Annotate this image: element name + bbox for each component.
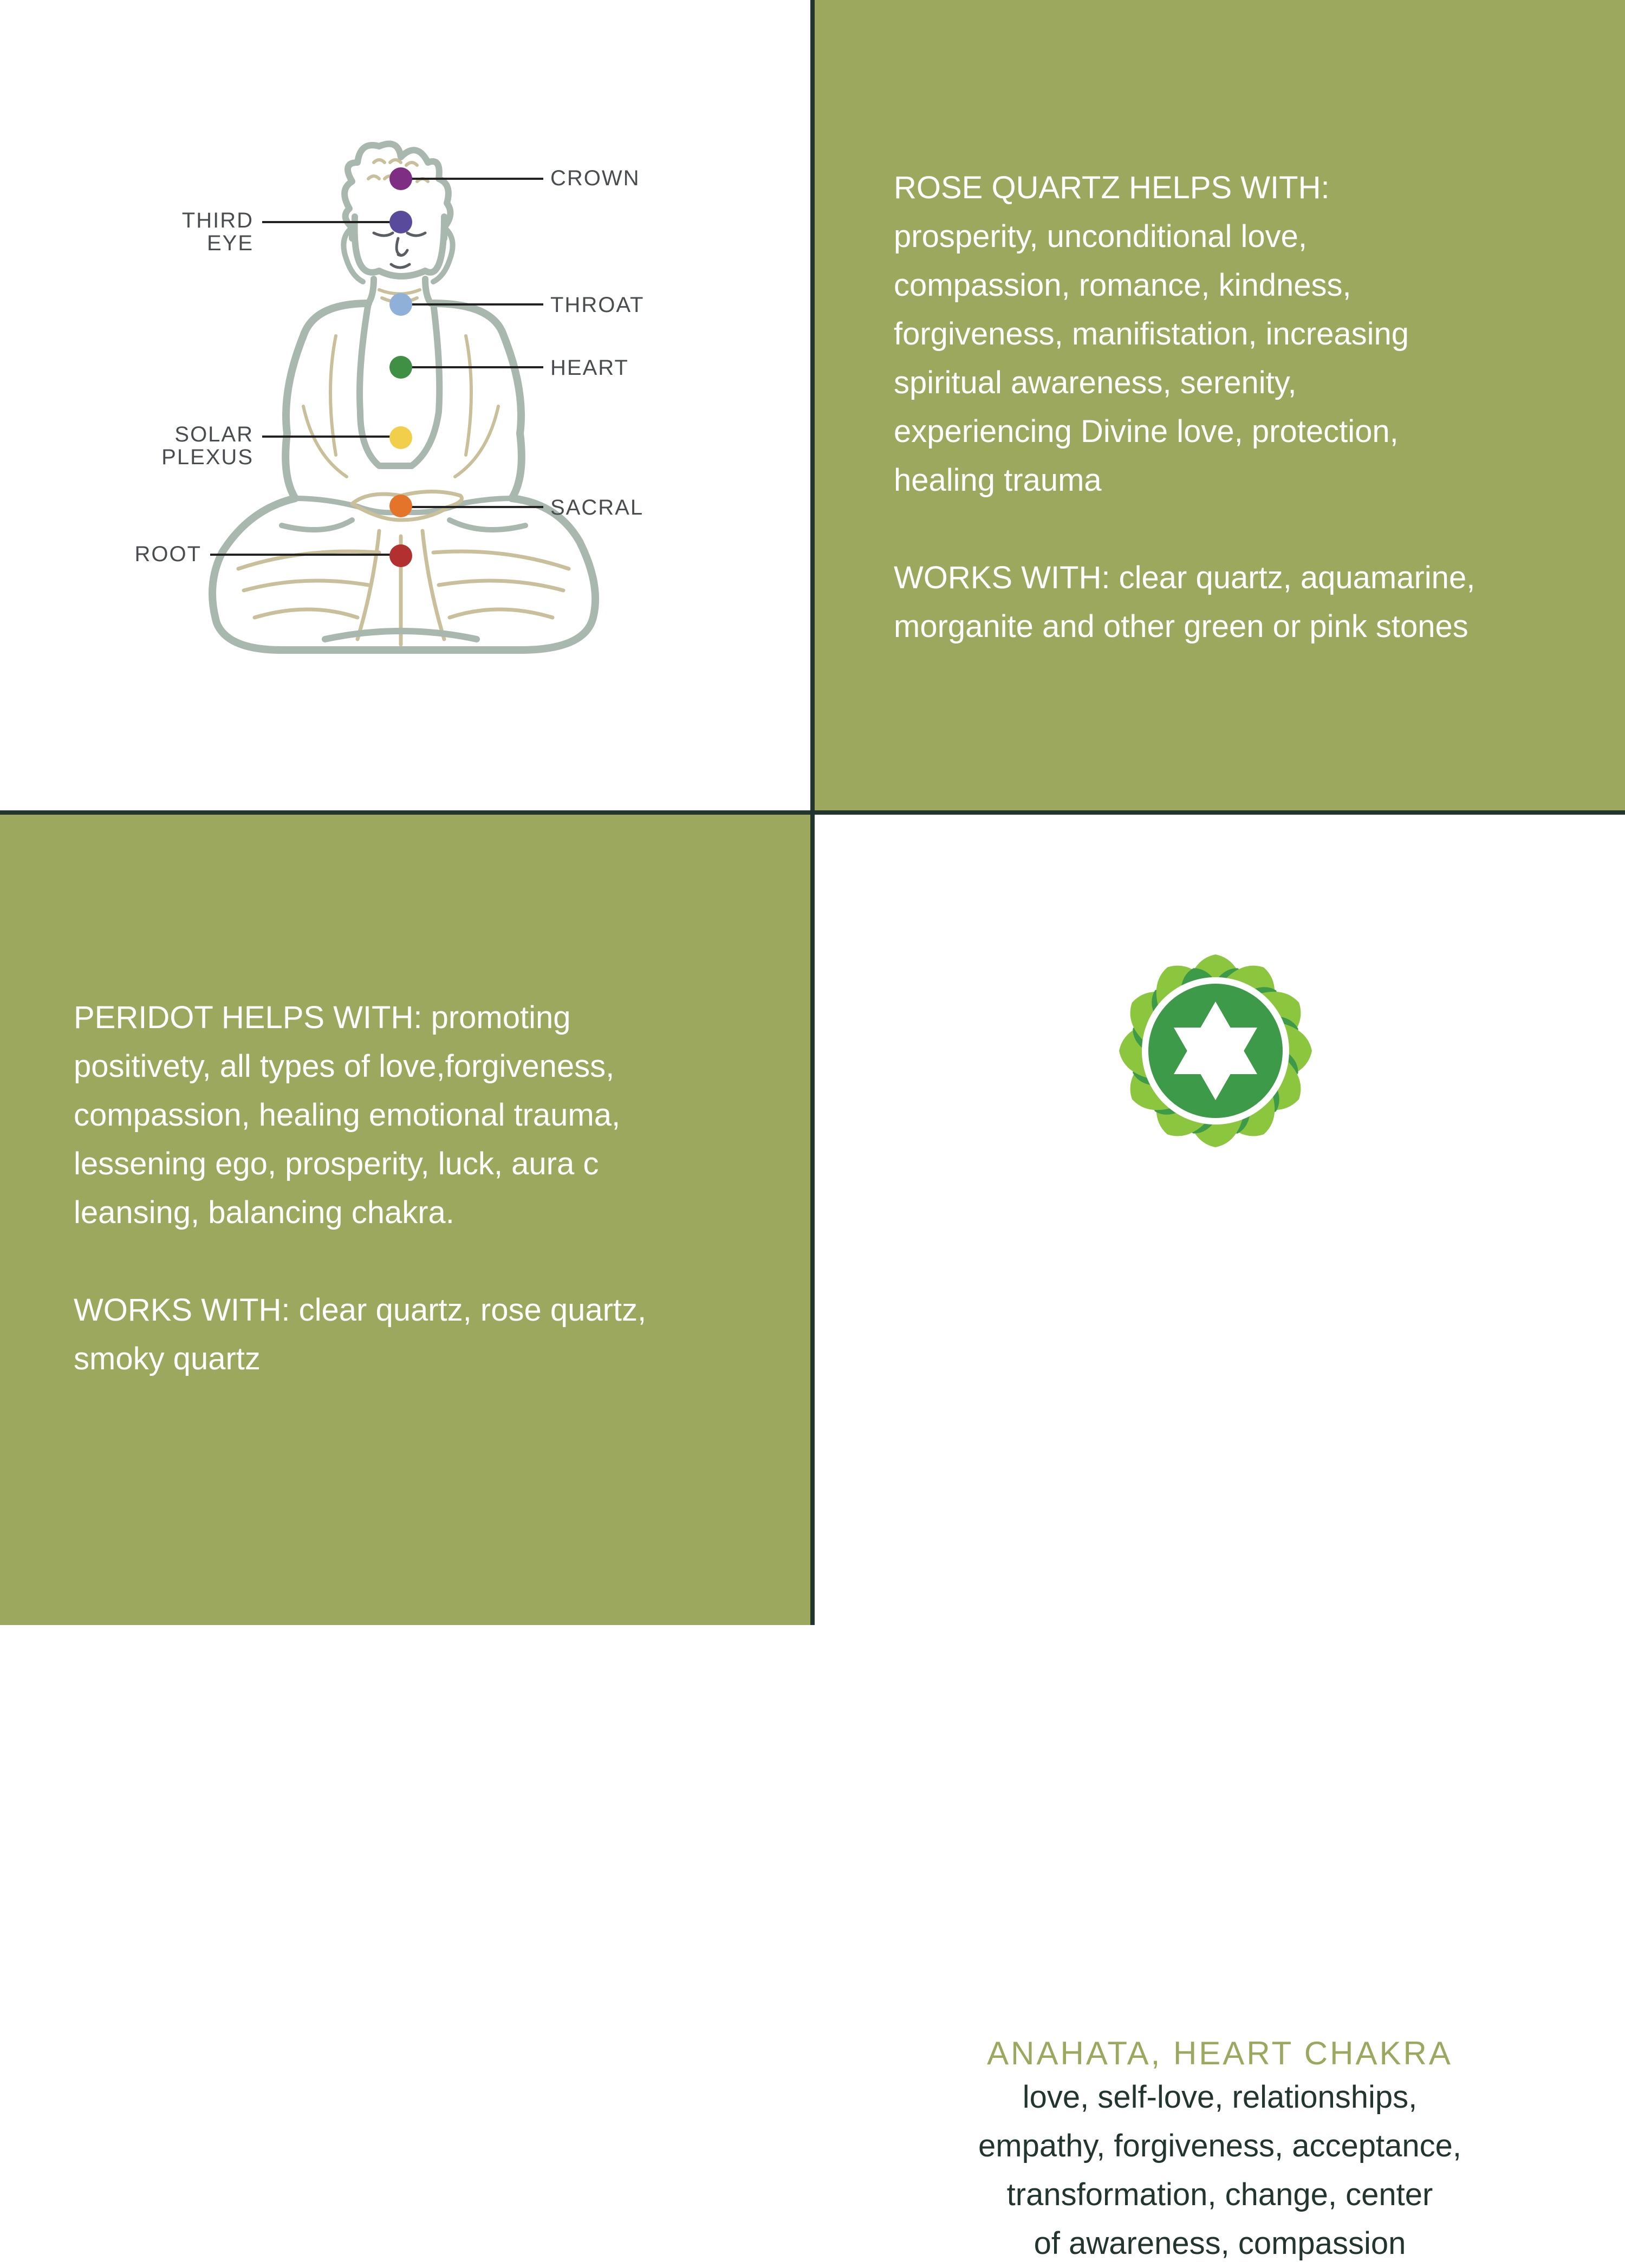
throat-dot bbox=[389, 293, 412, 316]
peridot-panel bbox=[0, 815, 810, 1625]
peridot-line: PERIDOT HELPS WITH: promoting bbox=[74, 1000, 571, 1035]
rose-quartz-panel bbox=[815, 0, 1625, 810]
rose-quartz-line: forgiveness, manifistation, increasing bbox=[894, 316, 1409, 352]
rose-quartz-works-with: morganite and other green or pink stones bbox=[894, 609, 1468, 644]
rose-quartz-works-with: WORKS WITH: clear quartz, aquamarine, bbox=[894, 560, 1476, 595]
rose-quartz-line: prosperity, unconditional love, bbox=[894, 219, 1308, 254]
label-root: ROOT bbox=[134, 542, 202, 566]
buddha-chakra-diagram bbox=[0, 0, 810, 810]
label-crown: CROWN bbox=[550, 166, 640, 190]
peridot-text bbox=[74, 993, 778, 1383]
peridot-line: compassion, healing emotional trauma, bbox=[74, 1097, 621, 1133]
chakra-description-line: transformation, change, center bbox=[1006, 2177, 1433, 2212]
label-third-eye-1: THIRD bbox=[181, 209, 253, 232]
sacral-dot bbox=[389, 495, 412, 517]
rose-quartz-line: ROSE QUARTZ HELPS WITH: bbox=[894, 170, 1330, 205]
chakra-description-line: of awareness, compassion bbox=[1034, 2226, 1406, 2261]
label-solar-plexus-2: PLEXUS bbox=[161, 445, 253, 469]
chakra-description-line: empathy, forgiveness, acceptance, bbox=[978, 2128, 1461, 2163]
rose-quartz-line: compassion, romance, kindness, bbox=[894, 268, 1351, 303]
chakra-description bbox=[815, 2073, 1625, 2268]
chakra-description-line: love, self-love, relationships, bbox=[1022, 2079, 1418, 2115]
third-eye-dot bbox=[389, 211, 412, 233]
chakra-title: ANAHATA, HEART CHAKRA bbox=[987, 2035, 1453, 2071]
peridot-line: positivety, all types of love,forgiveness, bbox=[74, 1049, 615, 1084]
chakra-diagram-panel bbox=[0, 0, 810, 810]
peridot-works-with: WORKS WITH: clear quartz, rose quartz, bbox=[74, 1292, 647, 1328]
peridot-line: lessening ego, prosperity, luck, aura c bbox=[74, 1146, 599, 1181]
rose-quartz-line: spiritual awareness, serenity, bbox=[894, 365, 1297, 400]
solar-plexus-dot bbox=[389, 426, 412, 449]
root-dot bbox=[389, 544, 412, 567]
rose-quartz-line: experiencing Divine love, protection, bbox=[894, 414, 1399, 449]
heart-dot bbox=[389, 356, 412, 379]
peridot-line: leansing, balancing chakra. bbox=[74, 1195, 454, 1230]
label-throat: THROAT bbox=[550, 293, 645, 317]
crown-dot bbox=[389, 167, 412, 190]
label-heart: HEART bbox=[550, 356, 629, 380]
heart-chakra-panel bbox=[815, 815, 1625, 2261]
rose-quartz-line: healing trauma bbox=[894, 463, 1102, 498]
rose-quartz-text bbox=[894, 164, 1598, 651]
label-third-eye-2: EYE bbox=[206, 231, 253, 255]
heart-chakra-icon bbox=[815, 815, 1625, 1625]
label-solar-plexus-1: SOLAR bbox=[174, 423, 253, 446]
peridot-works-with: smoky quartz bbox=[74, 1341, 261, 1376]
label-sacral: SACRAL bbox=[550, 496, 644, 519]
horizontal-divider bbox=[0, 810, 1625, 815]
